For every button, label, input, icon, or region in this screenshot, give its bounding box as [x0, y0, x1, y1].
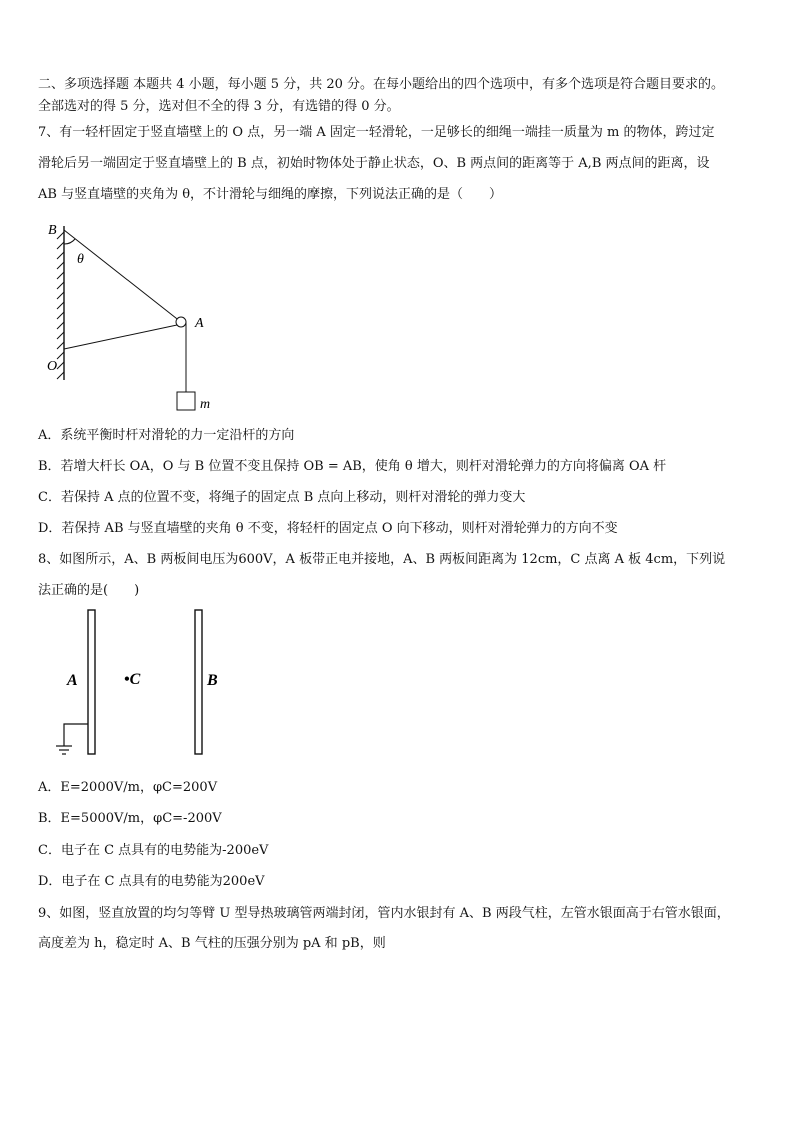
label-b: B [48, 223, 57, 238]
wall-hatching [57, 232, 64, 379]
section-heading-line2: 全部选对的得 5 分，选对但不全的得 3 分，有选错的得 0 分。 [38, 99, 400, 114]
q7-stem-line2: 滑轮后另一端固定于竖直墙壁上的 B 点，初始时物体处于静止状态，O、B 两点间的距离等于 A,B 两点间的距离，设 [38, 156, 710, 171]
label-plate-b: B [207, 672, 218, 689]
q8-figure [52, 606, 242, 776]
label-plate-a: A [67, 672, 78, 689]
q7-stem-line1: 7、有一轻杆固定于竖直墙壁上的 O 点，另一端 A 固定一轻滑轮，一足够长的细绳一端挂一质量为 m 的物体，跨过定 [38, 125, 715, 140]
pulley-icon [176, 317, 186, 327]
q8-option-c: C．电子在 C 点具有的电势能为-200eV [38, 843, 269, 858]
rope-ba [64, 230, 181, 322]
mass-block [177, 392, 195, 410]
label-a: A [195, 316, 204, 331]
theta-arc [64, 239, 75, 244]
label-o: O [47, 359, 58, 374]
q7-option-d: D．若保持 AB 与竖直墙壁的夹角 θ 不变，将轻杆的固定点 O 向下移动，则杆对滑轮弹力的方向不变 [38, 521, 618, 536]
q7-stem-line3: AB 与竖直墙壁的夹角为 θ，不计滑轮与细绳的摩擦，下列说法正确的是（ ） [38, 187, 503, 202]
rod-oa [64, 325, 177, 349]
q7-option-b: B．若增大杆长 OA，O 与 B 位置不变且保持 OB = AB，使角 θ 增大，则杆对滑轮弹力的方向将偏离 OA 杆 [38, 459, 667, 474]
q9-stem-line1: 9、如图，竖直放置的均匀等臂 U 型导热玻璃管两端封闭，管内水银封有 A、B 两段气柱，左管水银面高于右管水银面， [38, 906, 730, 921]
plate-a [88, 610, 95, 754]
label-m: m [200, 397, 211, 412]
label-theta: θ [77, 252, 84, 267]
plate-b [195, 610, 202, 754]
q7-option-c: C．若保持 A 点的位置不变，将绳子的固定点 B 点向上移动，则杆对滑轮的弹力变大 [38, 490, 526, 505]
q9-stem-line2: 高度差为 h，稳定时 A、B 气柱的压强分别为 pA 和 pB，则 [38, 936, 386, 951]
q8-option-a: A．E=2000V/m，φC=200V [38, 780, 218, 795]
ground-icon [56, 746, 72, 754]
ground-wire [64, 724, 88, 746]
q8-stem-line2: 法正确的是( ) [38, 583, 140, 598]
q7-figure [40, 218, 240, 418]
label-point-c: •C [124, 671, 141, 688]
q8-option-d: D．电子在 C 点具有的电势能为200eV [38, 874, 265, 889]
section-heading-line1: 二、多项选择题 本题共 4 小题，每小题 5 分，共 20 分。在每小题给出的四个选项中，有多个选项是符合题目要求的。 [38, 77, 725, 92]
q7-option-a: A．系统平衡时杆对滑轮的力一定沿杆的方向 [38, 428, 295, 443]
q8-option-b: B．E=5000V/m，φC=-200V [38, 811, 222, 826]
q8-stem-line1: 8、如图所示，A、B 两板间电压为600V，A 板带正电并接地，A、B 两板间距离为 12cm，C 点离 A 板 4cm，下列说 [38, 552, 726, 567]
